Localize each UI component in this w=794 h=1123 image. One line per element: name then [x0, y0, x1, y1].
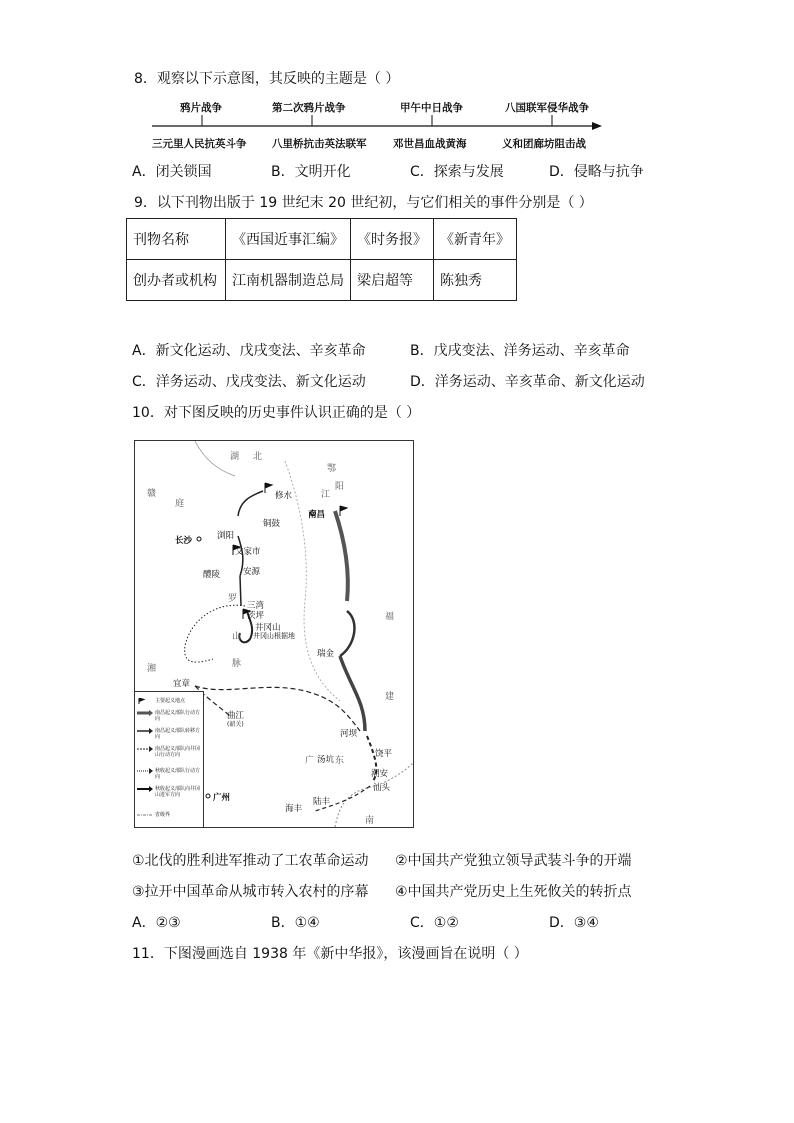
map-geo-label: 罗	[228, 594, 238, 604]
timeline-top-label: 鸦片战争	[180, 102, 222, 114]
q8-option-d[interactable]: D．侵略与抗争	[549, 164, 644, 180]
flag-icon	[265, 483, 272, 493]
city-marker	[197, 537, 201, 541]
map-geo-label: 湖	[230, 452, 240, 462]
timeline-bottom-label: 八里桥抗击英法联军	[272, 138, 367, 150]
map-legend	[135, 691, 204, 828]
table-cell: 《西国近事汇编》	[226, 219, 351, 260]
place-label: 宜章	[173, 679, 191, 689]
table-row	[127, 260, 517, 301]
lake-shore	[195, 441, 235, 476]
table-cell: 梁启超等	[351, 260, 434, 301]
q11-stem: 11．下图漫画选自 1938 年《新中华报》，该漫画旨在说明（ ）	[132, 946, 528, 962]
legend-item: 秋收起义部队行动方向	[137, 768, 203, 780]
q8-option-c[interactable]: C．探索与发展	[410, 164, 504, 180]
place-label: 醴陵	[203, 570, 221, 580]
autumn-route	[238, 491, 263, 516]
place-label: 南昌	[308, 510, 326, 520]
q10-statement-3: ③拉开中国革命从城市转入农村的序幕	[132, 884, 369, 900]
map-geo-label: 山	[232, 632, 242, 642]
q10-statement-4: ④中国共产党历史上生死攸关的转折点	[395, 884, 632, 900]
provincial-border	[285, 461, 340, 701]
table-cell: 刊物名称	[127, 219, 226, 260]
map-geo-label: 广	[305, 756, 315, 766]
place-label: 曲江	[227, 711, 245, 721]
timeline-top-label: 八国联军侵华战争	[505, 102, 589, 114]
map-geo-label: 建	[385, 692, 395, 702]
place-label: 长沙	[175, 536, 193, 546]
q9-publication-table	[126, 218, 517, 301]
place-label: 文家市	[235, 547, 261, 557]
southern-route	[195, 686, 360, 731]
legend-item: 主要起义地点	[137, 698, 185, 704]
q10-stem: 10．对下图反映的历史事件认识正确的是（ ）	[132, 405, 421, 421]
nanchang-route	[340, 656, 365, 731]
timeline-bottom-label: 三元里人民抗英斗争	[152, 138, 247, 150]
legend-item: 省级界	[155, 812, 171, 818]
q9-stem: 9．以下刊物出版于 19 世纪末 20 世纪初，与它们相关的事件分别是（ ）	[134, 195, 593, 211]
place-label: 瑞金	[317, 649, 335, 659]
timeline-arrowhead	[592, 122, 602, 130]
place-label: 潮安	[371, 769, 389, 779]
place-label: 陆丰	[313, 797, 331, 807]
place-label: 茨坪	[247, 611, 265, 621]
place-label: 安源	[243, 567, 261, 577]
timeline-bottom-label: 义和团廊坊阻击战	[502, 138, 586, 150]
table-cell: 陈独秀	[434, 260, 517, 301]
legend-item: 秋收起义部队向井冈山进军方向	[137, 786, 203, 798]
table-cell: 《时务报》	[351, 219, 434, 260]
place-label: 河坝	[340, 729, 358, 739]
autumn-route	[240, 576, 241, 606]
map-geo-label: 东	[335, 756, 345, 766]
q8-option-a[interactable]: A．闭关锁国	[132, 164, 212, 180]
city-marker	[206, 794, 210, 798]
q9-option-b[interactable]: B．戊戌变法、洋务运动、辛亥革命	[410, 343, 630, 359]
q9-option-d[interactable]: D．洋务运动、辛亥革命、新文化运动	[410, 374, 645, 390]
q8-option-b[interactable]: B．文明开化	[271, 164, 351, 180]
place-label: 浏阳	[217, 531, 235, 541]
q8-stem: 8．观察以下示意图，其反映的主题是（ ）	[134, 71, 400, 87]
place-label: 饶平	[375, 749, 393, 759]
place-label: 汤坑	[317, 755, 335, 765]
q9-option-a[interactable]: A．新文化运动、戊戌变法、辛亥革命	[132, 343, 366, 359]
table-cell: 江南机器制造总局	[226, 260, 351, 301]
map-geo-label: 南	[365, 816, 375, 826]
place-label: (韶关)	[227, 721, 244, 728]
q10-option-d[interactable]: D．③④	[549, 915, 599, 931]
q9-option-c[interactable]: C．洋务运动、戊戌变法、新文化运动	[132, 374, 366, 390]
q10-statement-1: ①北伐的胜利进军推动了工农革命运动	[132, 853, 369, 869]
q10-map	[134, 440, 414, 828]
legend-item: 南昌起义部队行动方向	[137, 710, 203, 722]
legend-item: 南昌起义部队转移方向	[137, 728, 203, 740]
map-geo-label: 庭	[175, 499, 185, 509]
map-geo-label: 赣	[147, 489, 157, 499]
map-geo-label: 阳	[335, 482, 345, 492]
nanchang-route	[335, 511, 348, 601]
map-geo-label: 北	[253, 452, 263, 462]
timeline-bottom-label: 邓世昌血战黄海	[393, 138, 467, 150]
q10-statement-2: ②中国共产党独立领导武装斗争的开端	[395, 853, 632, 869]
table-row	[127, 219, 517, 260]
map-geo-label: 脉	[232, 659, 242, 669]
q10-option-a[interactable]: A．②③	[132, 915, 181, 931]
place-label: 井冈山	[255, 623, 281, 633]
legend-item: 南昌起义部队向井冈山行动方向	[137, 746, 203, 758]
nanchang-route	[340, 611, 354, 656]
timeline-top-label: 甲午中日战争	[400, 102, 463, 114]
place-label: 汕头	[373, 783, 391, 793]
place-label: 海丰	[285, 804, 303, 814]
place-label: 广州	[213, 793, 231, 803]
map-geo-label: 江	[321, 490, 331, 500]
flag-icon	[340, 506, 347, 516]
place-label: 井冈山根据地	[253, 632, 295, 640]
timeline-top-label: 第二次鸦片战争	[272, 102, 346, 114]
map-geo-label: 湘	[147, 664, 157, 674]
table-cell: 《新青年》	[434, 219, 517, 260]
table-cell: 创办者或机构	[127, 260, 226, 301]
map-geo-label: 鄂	[327, 464, 337, 474]
place-label: 铜鼓	[263, 519, 281, 529]
place-label: 三湾	[247, 601, 265, 611]
q10-option-b[interactable]: B．①④	[271, 915, 320, 931]
place-label: 修水	[275, 491, 293, 501]
map-geo-label: 福	[385, 612, 395, 622]
q10-option-c[interactable]: C．①②	[410, 915, 459, 931]
